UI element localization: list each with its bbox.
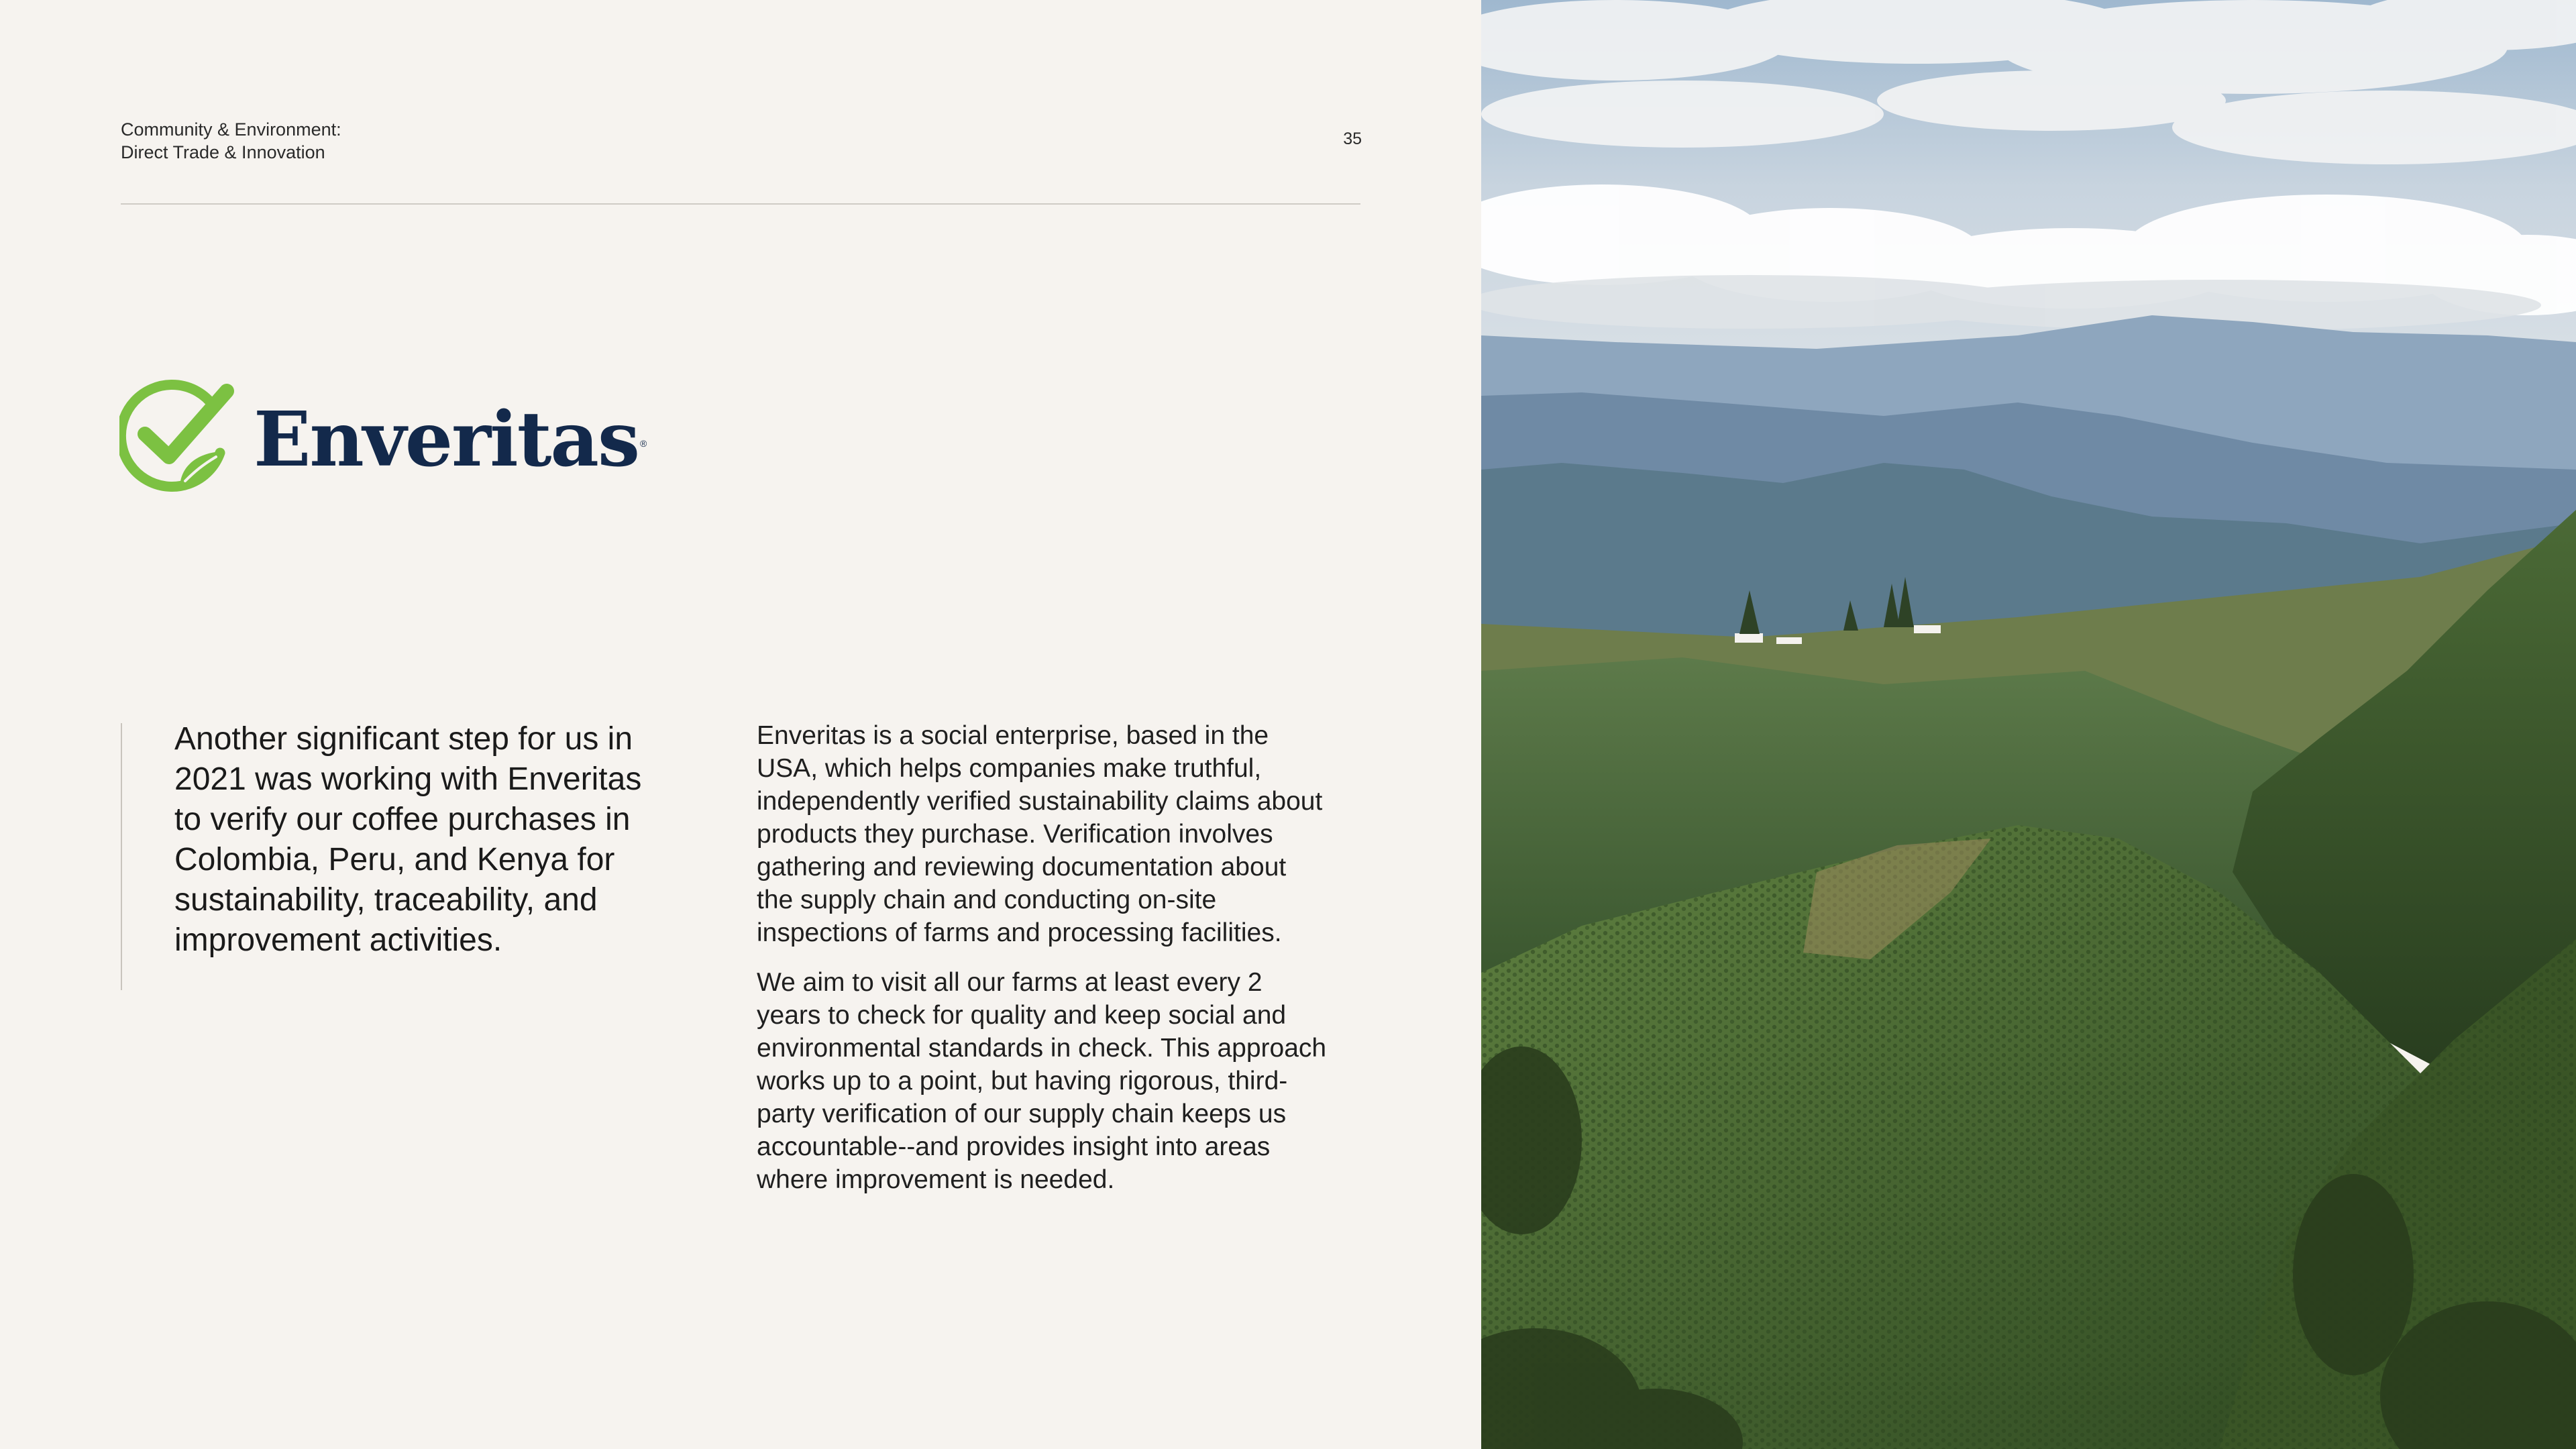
page-number: 35: [1343, 129, 1362, 148]
trademark-mark: ®: [640, 438, 647, 449]
body-paragraph-1: Enveritas is a social enterprise, based in the USA, which helps companies make truthful, independently verified sustainability claims about products they purchase. Verification involves gathering and reviewing documentation about the supply chain and conducting on-site inspections of farms and processing facilities.: [757, 721, 1323, 947]
section-label-line-2: Direct Trade & Innovation: [121, 142, 325, 162]
pull-quote: Another significant step for us in 2021 was working with Enveritas to verify our coffee purchases in Colombia, Peru, and Kenya for sustainability, traceability, and improvement activities.: [174, 721, 642, 958]
brand-name: Enveritas: [254, 396, 639, 484]
section-label: [121, 118, 341, 164]
section-label-line-1: Community & Environment:: [121, 119, 341, 140]
body-text: [757, 719, 1327, 1213]
body-paragraph-2: We aim to visit all our farms at least every 2 years to check for quality and keep social and environmental standards in check. This approach works up to a point, but having rigorous, third-party verification of our supply chain keeps us accountable--and provides insight into areas where improvement is needed.: [757, 968, 1327, 1194]
header-divider: [121, 203, 1360, 205]
quote-accent-rule: [121, 723, 122, 990]
checkmark-leaf-icon: [119, 379, 240, 493]
landscape-photo: [1481, 0, 2576, 1449]
enveritas-logo: [119, 379, 647, 493]
